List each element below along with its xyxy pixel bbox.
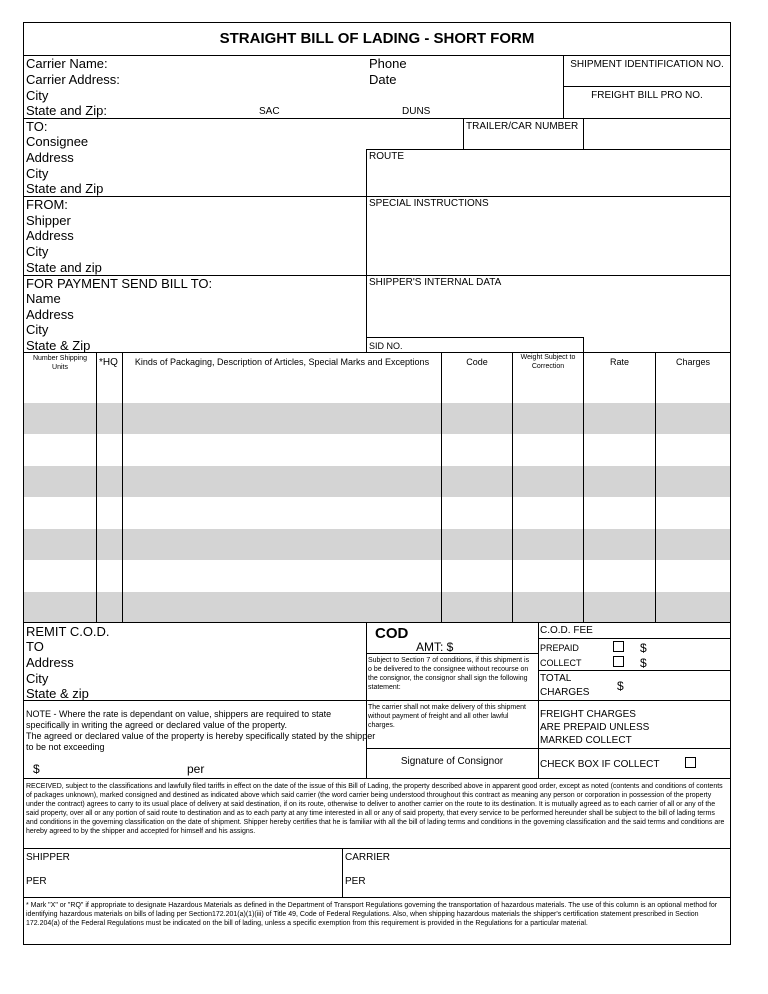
divider [563, 86, 731, 87]
sac-label: SAC [259, 106, 280, 117]
duns-label: DUNS [402, 106, 431, 117]
item-row-shaded [24, 592, 730, 622]
prepaid-checkbox[interactable] [613, 641, 624, 652]
shipper-signature-label: SHIPPER [26, 852, 70, 863]
section7-text: Subject to Section 7 of conditions, if this shipment is o be delivered to the consignee without recourse on the consignor, the consignor shall sign the following statement: [368, 657, 530, 691]
to-city-label: City [26, 166, 49, 181]
divider [583, 118, 584, 149]
carrier-state-zip-label: State and Zip: [26, 103, 107, 118]
declared-value-per: per [187, 762, 205, 776]
remit-city-label: City [26, 671, 49, 686]
divider [366, 748, 731, 749]
divider [23, 352, 731, 353]
col-header-weight-line1: Weight Subject to [520, 354, 576, 361]
cod-amount-label: AMT: $ [416, 640, 454, 654]
divider [366, 149, 731, 150]
declared-value-note [26, 709, 375, 753]
divider [366, 337, 584, 338]
phone-label: Phone [369, 56, 407, 71]
remit-to-label: TO [26, 639, 44, 654]
carrier-city-label: City [26, 88, 49, 103]
from-city-label: City [26, 244, 49, 259]
hazmat-footnote: * Mark "X" or "RQ" if appropriate to designate Hazardous Materials as defined in the Department of Transport Regulations governing the transportation of hazardous materials. The use of this column is an optional method for identifying hazardous materials on bills of lading per Section172.201(a)(1)(iii) of Title 49, Code of Federal Regulations. Also, when shipping hazardous materials the shipper's certification statement prescribed in Section 172.204(a) of the Federal Regulations must be indicated on the bill of lading, unless a specific exemption from this requirement is provided in the Regulations for a particular material. [26, 902, 718, 927]
total-charges-line1: TOTAL [540, 673, 572, 684]
divider [23, 778, 731, 779]
divider [122, 352, 123, 622]
col-header-weight [513, 353, 583, 371]
collect-checkbox[interactable] [613, 656, 624, 667]
from-heading: FROM: [26, 197, 68, 212]
payment-heading: FOR PAYMENT SEND BILL TO: [26, 276, 213, 291]
received-terms-text: RECEIVED, subject to the classifications and lawfully filed tariffs in effect on the date of the issue of this Bill of Lading, the property described above in apparent good order, except as noted (contents and conditions of contents of packages unknown), marked consigned and destined as indicated above which said carrier (the word carrier being understood throughout this contract as meaning any person or corporation in possession of the property under the contract) agrees to carry to its usual place of delivery at said destination, if on its route, otherwise to deliver to another carrier on the route to its destination. It is mutually agreed as to each carrier of all or any of the said property, over all or any portion of said route to destination and as to each party at any time interested in all or any of said property, that every service to be performed hereunder shall be subject to the bill of lading terms and conditions in the governing classification on the date of shipment. Shipper hereby certifies that he is familiar with all the bill of lading terms and conditions in the governing classification and the said terms and conditions are hereby agreed to by the shipper and accepted for himself and his assigns. [26, 783, 725, 835]
payment-address-label: Address [26, 307, 74, 322]
shipper-per-label: PER [26, 876, 47, 887]
col-header-hq: *HQ [99, 357, 118, 368]
consignee-label: Consignee [26, 134, 89, 149]
freight-charges-line3: MARKED COLLECT [540, 735, 632, 746]
divider [23, 700, 731, 701]
divider [366, 149, 367, 352]
divider [538, 622, 539, 778]
item-row-shaded [24, 466, 730, 497]
cod-fee-label: C.O.D. FEE [540, 625, 593, 636]
from-state-zip-label: State and zip [26, 260, 102, 275]
carrier-delivery-text: The carrier shall not make delivery of this shipment without payment of freight and all other lawful charges. [368, 704, 526, 729]
item-row-shaded [24, 529, 730, 560]
note-line1: NOTE - Where the rate is dependant on value, shippers are required to state [26, 709, 332, 719]
declared-value-dollar: $ [33, 762, 40, 776]
check-box-if-collect-label: CHECK BOX IF COLLECT [540, 759, 660, 770]
cod-title: COD [375, 625, 409, 642]
divider [583, 352, 584, 622]
carrier-name-label: Carrier Name: [26, 56, 108, 71]
payment-name-label: Name [26, 291, 61, 306]
divider [463, 118, 464, 149]
special-instructions-label: SPECIAL INSTRUCTIONS [369, 198, 489, 209]
shipper-internal-data-label: SHIPPER'S INTERNAL DATA [369, 277, 502, 288]
route-label: ROUTE [369, 151, 404, 162]
sid-label: SID NO. [369, 341, 403, 351]
prepaid-dollar: $ [640, 641, 647, 655]
to-state-zip-label: State and Zip [26, 181, 104, 196]
col-header-charges: Charges [675, 357, 711, 367]
total-charges-label [540, 673, 589, 699]
total-charges-line2: CHARGES [540, 687, 590, 698]
freight-charges-line1: FREIGHT CHARGES [540, 709, 636, 720]
collect-checkbox-final[interactable] [685, 757, 696, 768]
item-row-shaded [24, 403, 730, 434]
remit-address-label: Address [26, 655, 74, 670]
col-header-units-line2: Units [52, 364, 68, 371]
divider [96, 352, 97, 622]
divider [563, 55, 564, 118]
divider [366, 196, 731, 197]
col-header-units [24, 354, 96, 372]
divider [342, 848, 343, 897]
col-header-weight-line2: Correction [531, 363, 565, 370]
date-label: Date [369, 72, 397, 87]
divider [538, 670, 731, 671]
note-line3: The agreed or declared value of the property is hereby specifically stated by the shipper [26, 731, 376, 741]
col-header-code: Code [466, 357, 488, 367]
divider [538, 638, 731, 639]
note-line4: to be not exceeding [26, 742, 105, 752]
page-title: STRAIGHT BILL OF LADING - SHORT FORM [219, 30, 535, 47]
carrier-address-label: Carrier Address: [26, 72, 120, 87]
remit-heading: REMIT C.O.D. [26, 624, 110, 639]
shipper-label: Shipper [26, 213, 71, 228]
carrier-signature-label: CARRIER [345, 852, 391, 863]
payment-state-zip-label: State & Zip [26, 338, 91, 353]
collect-dollar: $ [640, 656, 647, 670]
collect-label: COLLECT [540, 658, 582, 668]
divider [583, 337, 584, 352]
freight-charges-text [540, 709, 649, 747]
divider [23, 897, 731, 898]
shipment-id-label: SHIPMENT IDENTIFICATION NO. [570, 59, 724, 70]
divider [512, 352, 513, 622]
col-header-rate: Rate [609, 357, 629, 367]
carrier-per-label: PER [345, 876, 366, 887]
divider [655, 352, 656, 622]
consignor-signature-label: Signature of Consignor [400, 756, 504, 767]
col-header-description: Kinds of Packaging, Description of Articles, Special Marks and Exceptions [134, 357, 430, 367]
freight-bill-label: FREIGHT BILL PRO NO. [591, 90, 703, 101]
trailer-number-label: TRAILER/CAR NUMBER [466, 121, 579, 132]
prepaid-label: PREPAID [540, 643, 579, 653]
from-address-label: Address [26, 228, 74, 243]
divider [23, 196, 366, 197]
payment-city-label: City [26, 322, 49, 337]
divider [23, 848, 731, 849]
divider [441, 352, 442, 622]
to-address-label: Address [26, 150, 74, 165]
note-line2: specifically in writing the agreed or declared value of the property. [26, 720, 287, 730]
total-charges-dollar: $ [617, 679, 624, 693]
divider [23, 622, 731, 623]
freight-charges-line2: ARE PREPAID UNLESS [540, 722, 650, 733]
divider [23, 118, 731, 119]
remit-state-zip-label: State & zip [26, 686, 89, 701]
col-header-units-line1: Number Shipping [32, 355, 88, 362]
to-heading: TO: [26, 119, 48, 134]
divider [366, 622, 367, 778]
